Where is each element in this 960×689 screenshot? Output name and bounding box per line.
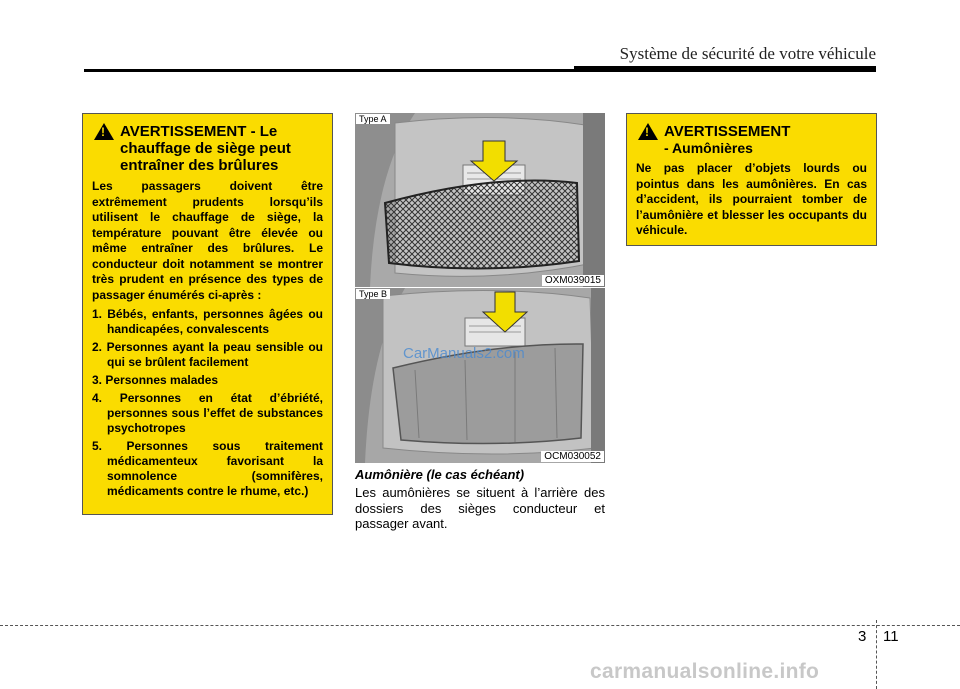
header-rule-accent [574,66,876,72]
seatback-leather-pocket-illustration [355,288,605,463]
warning-body: Ne pas placer d’objets lourds ou pointus dans les aumônières. En cas d’accident, ils pourraient tomber de l’aumônière et blesser les occupants du véhicule. [636,161,867,237]
list-item: 1. Bébés, enfants, personnes âgées ou handicapées, convalescents [92,307,323,336]
photo-type-label: Type A [356,114,390,124]
photo-seatback-pocket-type-a [355,113,605,287]
photo-reference-code: OCM030052 [541,451,604,462]
list-item: 2. Personnes ayant la peau sensible ou qui se brûlent facilement [92,340,323,369]
warning-body: Les passagers doivent être extrêmement prudents lorsqu’ils utilisent le chauffage de siège, la température pouvant être élevée ou même entraîner des brûlures. Le conducteur doit notamment se montrer très prudent en présence des types de passager énumérés ci-après : [92,179,323,302]
warning-title-line: chauffage de siège peut [120,140,291,157]
warning-heading [92,123,323,174]
footer-divider [876,620,877,689]
watermark-text: CarManuals2.com [403,345,525,362]
section-title: Aumônière (le cas échéant) [355,467,525,482]
seatback-net-pocket-illustration [355,113,605,287]
warning-list [92,307,323,499]
chapter-number: 3 [858,628,867,645]
page-header-title: Système de sécurité de votre véhicule [619,44,876,63]
photo-reference-code: OXM039015 [542,275,604,286]
warning-triangle-icon [638,123,658,140]
list-item: 3. Personnes malades [92,373,219,387]
photo-type-label: Type B [356,289,390,299]
warning-title-line: entraîner des brûlures [120,157,279,174]
warning-title-line: AVERTISSEMENT [664,123,791,140]
warning-box-seat-heating [82,113,333,515]
warning-title-line: AVERTISSEMENT - Le [120,123,278,140]
warning-triangle-icon [94,123,114,140]
footer-rule [0,625,960,626]
site-watermark[interactable]: carmanualsonline.info [590,660,820,683]
photo-seatback-pocket-type-b [355,287,605,463]
warning-title-line: - Aumônières [664,140,753,156]
warning-heading [636,123,867,156]
section-paragraph: Les aumônières se situent à l’arrière des dossiers des sièges conducteur et passager avant. [355,485,605,531]
warning-box-seatback-pocket [626,113,877,246]
list-item: 4. Personnes en état d’ébriété, personnes sous l’effet de substances psychotropes [92,391,323,435]
page-number: 11 [883,628,899,645]
list-item: 5. Personnes sous traitement médicamenteux favorisant la somnolence (somnifères, médicaments contre le rhume, etc.) [92,439,323,498]
